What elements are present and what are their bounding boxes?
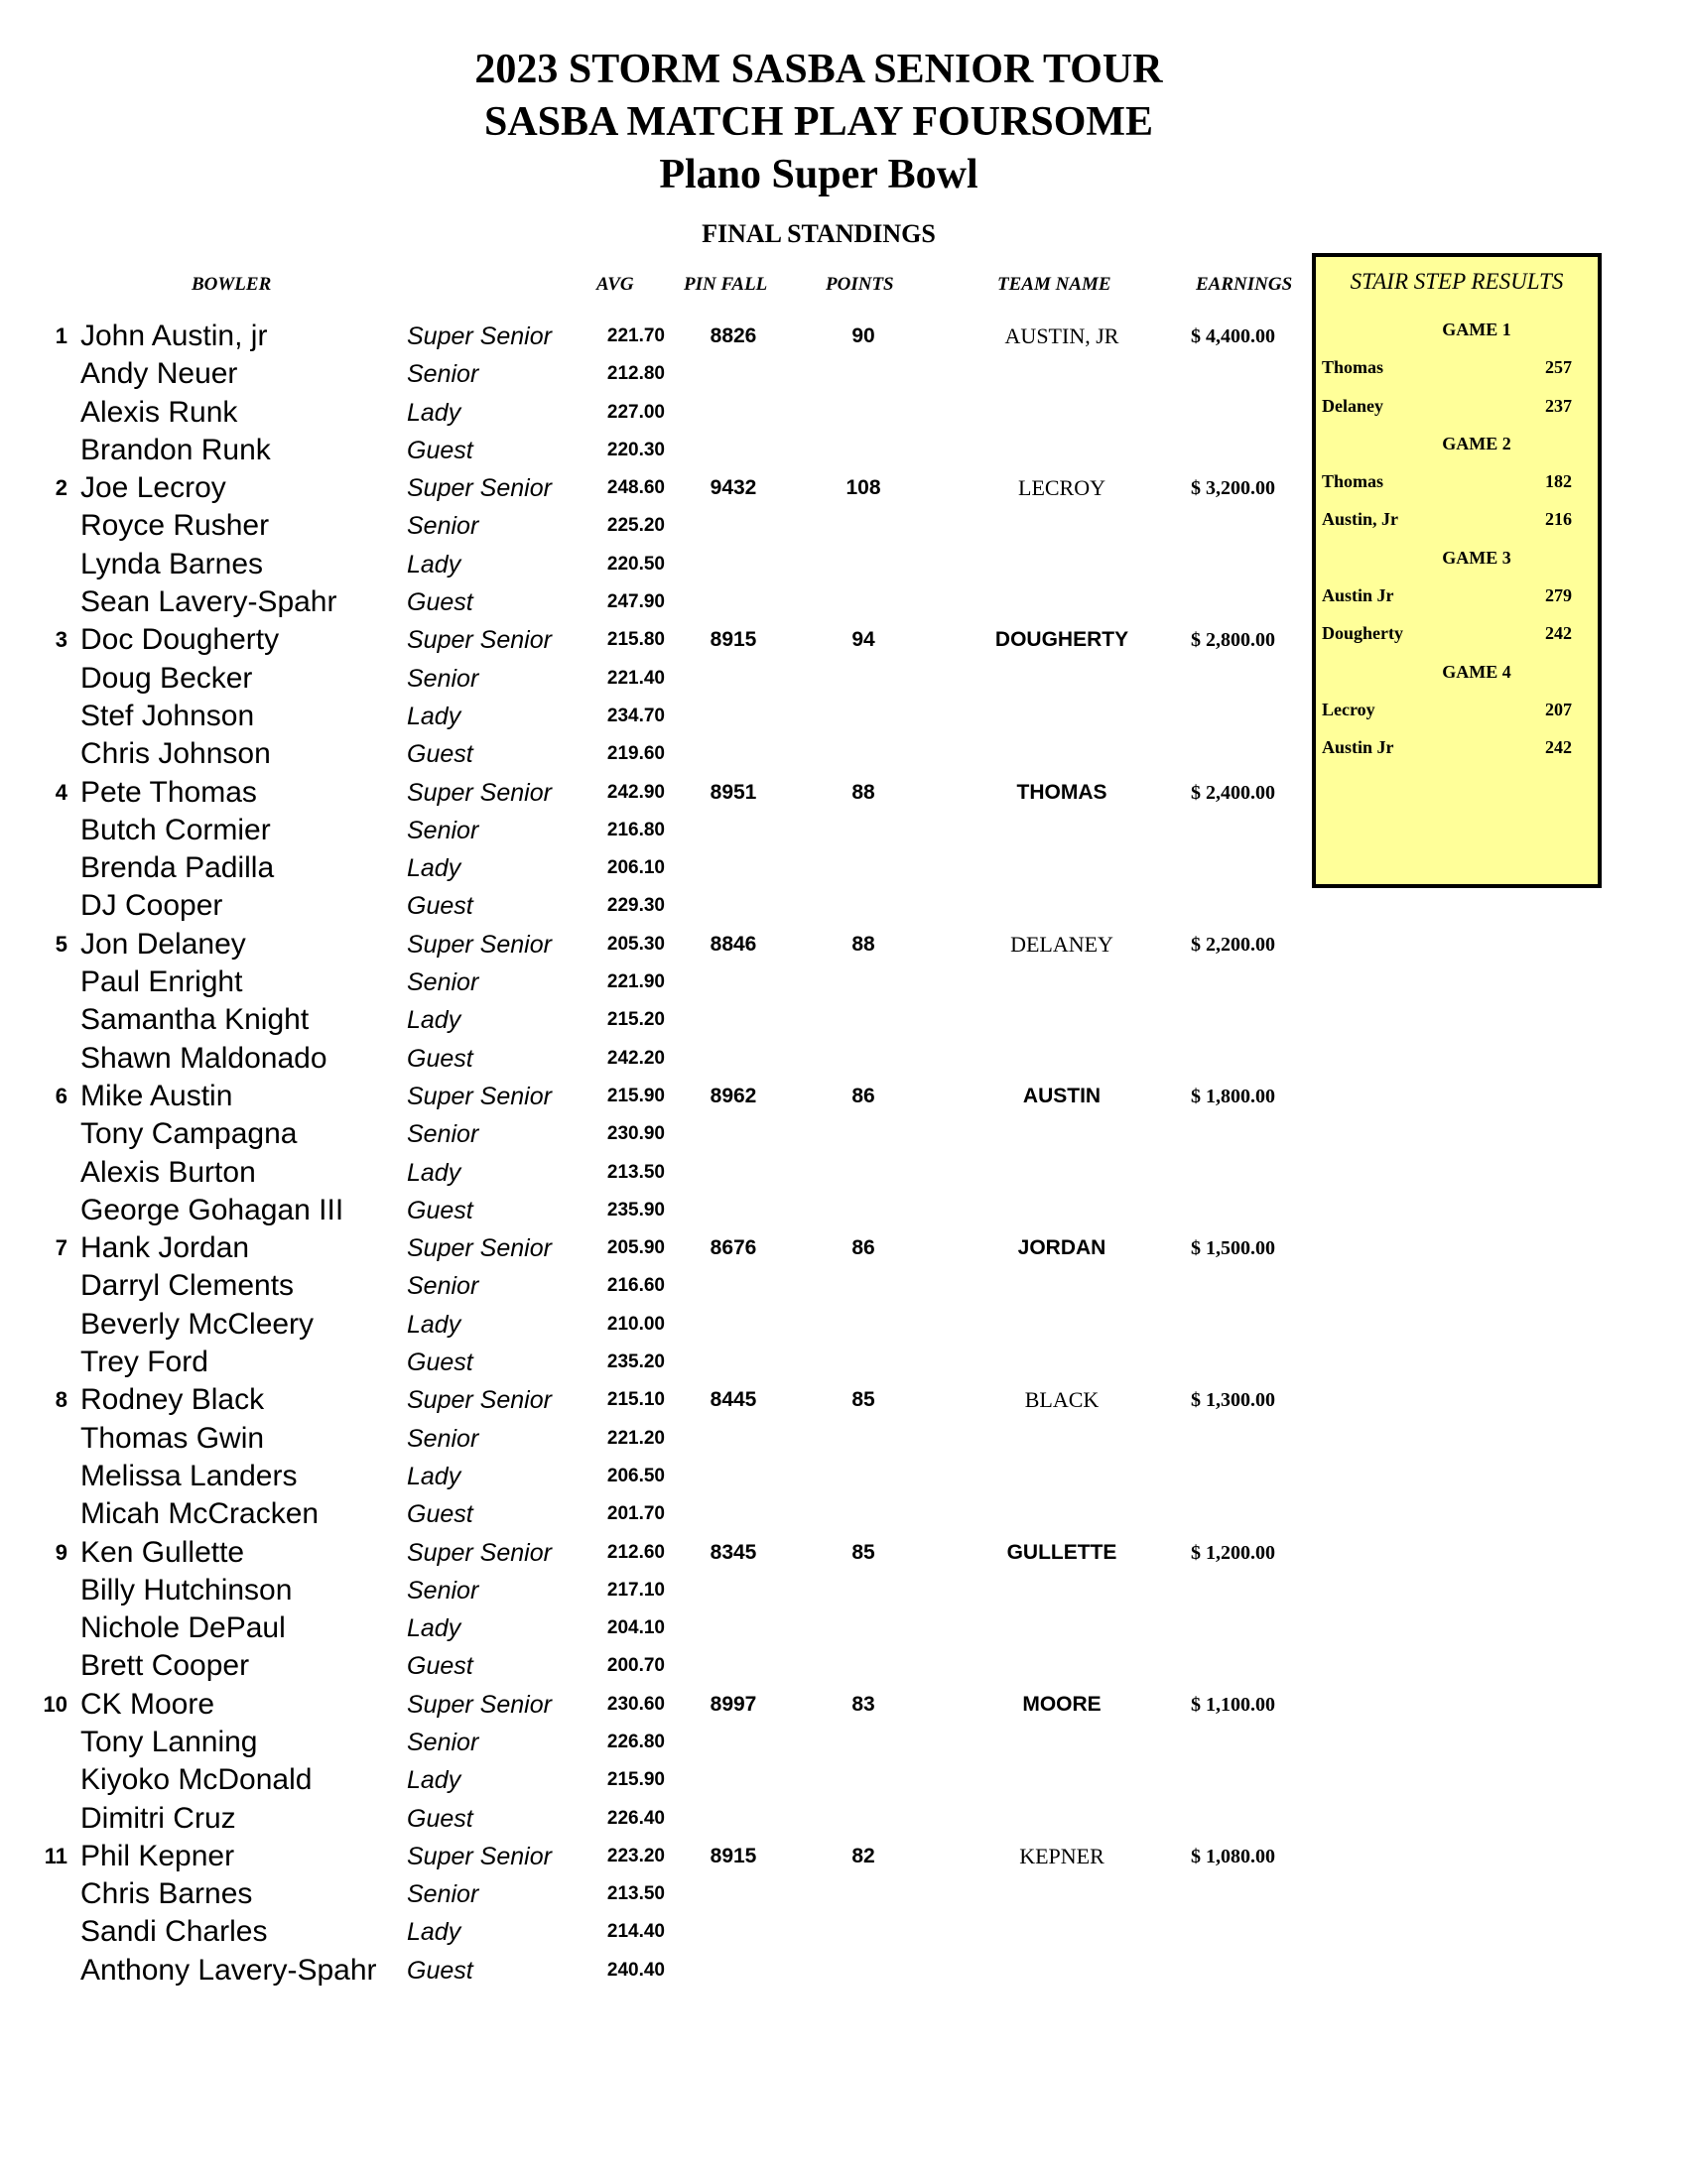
team-points: 90: [851, 324, 875, 347]
bowler-average: 212.80: [606, 363, 665, 385]
stair-score: 216: [1545, 509, 1572, 530]
bowler-name: Joe Lecroy: [80, 471, 226, 505]
table-row: [0, 887, 1687, 925]
bowler-division: Guest: [407, 1652, 473, 1681]
bowler-name: Thomas Gwin: [80, 1421, 265, 1455]
table-row: [0, 1154, 1687, 1192]
bowler-division: Lady: [407, 1006, 461, 1035]
bowler-name: Chris Barnes: [80, 1877, 253, 1911]
bowler-average: 220.30: [606, 439, 665, 460]
bowler-name: Darryl Clements: [80, 1269, 295, 1303]
stair-bowler-name: Austin Jr: [1322, 737, 1394, 758]
bowler-average: 227.00: [606, 401, 665, 423]
bowler-average: 216.80: [606, 819, 665, 840]
bowler-division: Guest: [407, 892, 473, 921]
bowler-division: Guest: [407, 1500, 473, 1529]
bowler-division: Super Senior: [407, 322, 552, 350]
bowler-name: Anthony Lavery-Spahr: [80, 1953, 377, 1987]
bowler-name: John Austin, jr: [80, 320, 268, 352]
bowler-division: Lady: [407, 398, 461, 427]
bowler-division: Lady: [407, 1310, 461, 1339]
bowler-division: Super Senior: [407, 1234, 552, 1263]
stair-step-list: [1316, 311, 1598, 767]
table-row: [0, 1192, 1687, 1229]
team-earnings: $ 1,200.00: [1191, 1541, 1275, 1564]
bowler-division: Guest: [407, 1349, 473, 1377]
bowler-average: 221.20: [606, 1427, 665, 1449]
team-points: 85: [851, 1388, 875, 1412]
team-rank: 9: [55, 1539, 67, 1565]
table-row: [0, 1724, 1687, 1761]
page-header: [0, 44, 1637, 259]
title-line-1: 2023 STORM SASBA SENIOR TOUR: [474, 47, 1163, 92]
bowler-division: Lady: [407, 550, 461, 578]
team-earnings: $ 1,800.00: [1191, 1085, 1275, 1107]
bowler-average: 213.50: [606, 1161, 665, 1183]
stair-bowler-name: Dougherty: [1322, 623, 1403, 644]
bowler-division: Super Senior: [407, 1842, 552, 1870]
bowler-average: 212.60: [606, 1541, 665, 1563]
bowler-division: Senior: [407, 1576, 479, 1605]
table-row: [0, 1800, 1687, 1838]
bowler-division: Super Senior: [407, 1386, 552, 1415]
bowler-average: 247.90: [606, 591, 665, 613]
bowler-average: 205.90: [606, 1237, 665, 1259]
team-pin-fall: 8951: [710, 780, 757, 804]
bowler-average: 206.10: [606, 857, 665, 879]
bowler-average: 204.10: [606, 1617, 665, 1639]
bowler-division: Guest: [407, 1044, 473, 1073]
team-points: 94: [851, 628, 875, 652]
team-pin-fall: 8445: [710, 1388, 757, 1412]
table-row: [0, 1267, 1687, 1305]
team-name: LECROY: [1018, 475, 1105, 501]
table-row: [0, 1344, 1687, 1381]
team-name: GULLETTE: [1006, 1540, 1117, 1564]
table-row: [0, 1306, 1687, 1344]
bowler-name: Mike Austin: [80, 1079, 233, 1112]
stair-game-label: GAME 4: [1442, 661, 1511, 682]
team-rank: 7: [55, 1235, 67, 1261]
bowler-division: Super Senior: [407, 778, 552, 807]
team-pin-fall: 8962: [710, 1084, 757, 1107]
team-rank: 4: [55, 779, 67, 805]
bowler-name: Alexis Burton: [80, 1155, 256, 1189]
bowler-average: 229.30: [606, 895, 665, 917]
table-row: [0, 1115, 1687, 1153]
bowler-name: Ken Gullette: [80, 1535, 245, 1569]
bowler-average: 219.60: [606, 743, 665, 765]
stair-result-line: [1316, 387, 1598, 425]
bowler-average: 213.50: [606, 1883, 665, 1905]
team-points: 88: [851, 932, 875, 956]
bowler-name: George Gohagan III: [80, 1193, 344, 1226]
table-row: [0, 1572, 1687, 1609]
stair-step-title: STAIR STEP RESULTS: [1350, 269, 1564, 294]
stair-score: 242: [1545, 623, 1572, 644]
bowler-name: Dimitri Cruz: [80, 1801, 236, 1835]
stair-bowler-name: Thomas: [1322, 357, 1384, 378]
bowler-division: Senior: [407, 1272, 479, 1301]
bowler-name: Chris Johnson: [80, 737, 271, 771]
bowler-name: Royce Rusher: [80, 509, 270, 543]
bowler-average: 225.20: [606, 515, 665, 537]
bowler-average: 242.20: [606, 1047, 665, 1069]
team-rank: 6: [55, 1083, 67, 1108]
team-earnings: $ 2,400.00: [1191, 781, 1275, 804]
bowler-name: Micah McCracken: [80, 1497, 320, 1531]
column-header-team-name: TEAM NAME: [997, 274, 1111, 295]
team-rank: 3: [55, 627, 67, 653]
table-row: [0, 1952, 1687, 1990]
bowler-division: Guest: [407, 436, 473, 464]
column-header-avg: AVG: [596, 274, 634, 295]
bowler-average: 206.50: [606, 1465, 665, 1486]
stair-result-line: [1316, 614, 1598, 652]
table-row: [0, 1001, 1687, 1039]
bowler-name: Sandi Charles: [80, 1915, 268, 1949]
team-points: 86: [851, 1084, 875, 1107]
bowler-division: Senior: [407, 1728, 479, 1756]
team-pin-fall: 8676: [710, 1236, 757, 1260]
bowler-division: Senior: [407, 1880, 479, 1909]
bowler-name: Brandon Runk: [80, 433, 271, 466]
bowler-name: Hank Jordan: [80, 1231, 250, 1265]
team-rank: 2: [55, 475, 67, 501]
bowler-division: Senior: [407, 816, 479, 844]
bowler-name: Doc Dougherty: [80, 623, 280, 657]
bowler-division: Lady: [407, 1918, 461, 1947]
stair-result-line: [1316, 577, 1598, 614]
bowler-average: 200.70: [606, 1655, 665, 1677]
table-row: [0, 1078, 1687, 1115]
table-row: [0, 1229, 1687, 1267]
table-row: [0, 1420, 1687, 1458]
team-earnings: $ 1,500.00: [1191, 1237, 1275, 1260]
bowler-name: Stef Johnson: [80, 699, 255, 732]
bowler-division: Lady: [407, 854, 461, 883]
bowler-division: Guest: [407, 588, 473, 617]
table-row: [0, 1838, 1687, 1875]
team-points: 86: [851, 1236, 875, 1260]
bowler-name: Alexis Runk: [80, 395, 238, 429]
table-row: [0, 1495, 1687, 1533]
bowler-division: Guest: [407, 1804, 473, 1833]
column-header-earnings: EARNINGS: [1196, 274, 1293, 295]
title-line-3: Plano Super Bowl: [659, 152, 978, 197]
bowler-name: Brett Cooper: [80, 1649, 250, 1683]
team-name: DELANEY: [1010, 931, 1113, 957]
team-name: AUSTIN: [1022, 1084, 1102, 1107]
bowler-name: Billy Hutchinson: [80, 1573, 293, 1606]
bowler-division: Senior: [407, 1120, 479, 1149]
bowler-average: 226.80: [606, 1731, 665, 1752]
stair-bowler-name: Thomas: [1322, 471, 1384, 492]
bowler-average: 221.70: [606, 325, 665, 346]
column-header-points: POINTS: [826, 274, 894, 295]
team-pin-fall: 8826: [710, 324, 757, 347]
bowler-division: Guest: [407, 740, 473, 769]
team-name: JORDAN: [1017, 1236, 1106, 1260]
team-rank: 10: [43, 1691, 67, 1717]
table-row: [0, 1609, 1687, 1647]
bowler-average: 230.60: [606, 1693, 665, 1715]
bowler-division: Super Senior: [407, 1082, 552, 1110]
bowler-name: Trey Ford: [80, 1346, 208, 1379]
table-row: [0, 1913, 1687, 1951]
bowler-name: Jon Delaney: [80, 927, 246, 961]
bowler-division: Senior: [407, 512, 479, 541]
bowler-division: Lady: [407, 702, 461, 730]
team-points: 108: [845, 476, 881, 500]
bowler-division: Super Senior: [407, 1538, 552, 1567]
bowler-division: Lady: [407, 1158, 461, 1187]
team-points: 88: [851, 780, 875, 804]
bowler-average: 217.10: [606, 1579, 665, 1601]
team-rank: 8: [55, 1387, 67, 1413]
table-row: [0, 926, 1687, 964]
team-earnings: $ 1,100.00: [1191, 1693, 1275, 1716]
stair-result-line: [1316, 691, 1598, 728]
bowler-average: 215.10: [606, 1389, 665, 1411]
bowler-average: 215.80: [606, 629, 665, 651]
stair-bowler-name: Delaney: [1322, 395, 1383, 416]
bowler-division: Super Senior: [407, 626, 552, 655]
table-row: [0, 1534, 1687, 1572]
team-points: 83: [851, 1692, 875, 1716]
bowler-division: Lady: [407, 1766, 461, 1795]
bowler-division: Senior: [407, 360, 479, 389]
team-pin-fall: 8345: [710, 1540, 757, 1564]
bowler-average: 226.40: [606, 1807, 665, 1829]
bowler-division: Super Senior: [407, 474, 552, 503]
stair-score: 279: [1545, 585, 1572, 606]
bowler-name: Pete Thomas: [80, 775, 257, 809]
stair-score: 182: [1545, 471, 1572, 492]
team-pin-fall: 9432: [710, 476, 757, 500]
bowler-division: Senior: [407, 1424, 479, 1453]
bowler-average: 230.90: [606, 1123, 665, 1145]
bowler-division: Lady: [407, 1614, 461, 1643]
bowler-average: 214.40: [606, 1921, 665, 1943]
stair-result-line: [1316, 500, 1598, 538]
bowler-average: 235.20: [606, 1351, 665, 1373]
team-earnings: $ 2,800.00: [1191, 629, 1275, 652]
team-name: BLACK: [1024, 1387, 1100, 1413]
page-subtitle: FINAL STANDINGS: [702, 219, 936, 248]
team-rank: 5: [55, 931, 67, 957]
bowler-division: Guest: [407, 1196, 473, 1224]
bowler-average: 221.90: [606, 971, 665, 993]
bowler-average: 221.40: [606, 667, 665, 689]
stair-score: 237: [1545, 395, 1572, 416]
bowler-name: Rodney Black: [80, 1383, 265, 1417]
team-rank: 1: [55, 323, 67, 348]
stair-bowler-name: Lecroy: [1322, 699, 1375, 719]
title-line-2: SASBA MATCH PLAY FOURSOME: [483, 99, 1154, 145]
stair-result-line: [1316, 728, 1598, 766]
team-pin-fall: 8915: [710, 628, 757, 652]
bowler-name: Nichole DePaul: [80, 1611, 286, 1645]
bowler-name: Samantha Knight: [80, 1003, 310, 1037]
bowler-division: Lady: [407, 1462, 461, 1490]
stair-game-heading: [1316, 539, 1598, 577]
table-row: [0, 1686, 1687, 1724]
bowler-name: Butch Cormier: [80, 813, 271, 846]
team-points: 82: [851, 1844, 875, 1867]
stair-step-results-box: [1312, 253, 1602, 888]
bowler-average: 223.20: [606, 1845, 665, 1866]
bowler-division: Super Senior: [407, 930, 552, 959]
stair-score: 257: [1545, 357, 1572, 378]
team-name: KEPNER: [1019, 1843, 1104, 1868]
table-row: [0, 1647, 1687, 1685]
stair-bowler-name: Austin, Jr: [1322, 509, 1399, 530]
bowler-name: Doug Becker: [80, 661, 253, 695]
team-earnings: $ 3,200.00: [1191, 477, 1275, 500]
bowler-average: 215.90: [606, 1085, 665, 1106]
stair-game-label: GAME 3: [1442, 547, 1511, 568]
bowler-name: DJ Cooper: [80, 889, 223, 923]
bowler-average: 215.90: [606, 1769, 665, 1791]
bowler-name: Shawn Maldonado: [80, 1041, 327, 1075]
bowler-average: 240.40: [606, 1959, 665, 1981]
team-name: MOORE: [1022, 1692, 1102, 1716]
bowler-average: 235.90: [606, 1199, 665, 1220]
stair-bowler-name: Austin Jr: [1322, 585, 1394, 606]
team-earnings: $ 1,080.00: [1191, 1845, 1275, 1867]
stair-game-heading: [1316, 425, 1598, 462]
stair-score: 207: [1545, 699, 1572, 719]
stair-game-heading: [1316, 653, 1598, 691]
team-points: 85: [851, 1540, 875, 1564]
stair-game-label: GAME 1: [1442, 320, 1511, 339]
bowler-average: 216.60: [606, 1275, 665, 1297]
stair-result-line: [1316, 348, 1598, 386]
team-name: THOMAS: [1016, 780, 1107, 804]
table-row: [0, 1040, 1687, 1078]
bowler-name: Lynda Barnes: [80, 547, 264, 580]
bowler-name: Melissa Landers: [80, 1459, 298, 1492]
bowler-name: Sean Lavery-Spahr: [80, 585, 337, 619]
team-pin-fall: 8846: [710, 932, 757, 956]
stair-result-line: [1316, 462, 1598, 500]
bowler-name: Andy Neuer: [80, 357, 238, 391]
bowler-average: 234.70: [606, 705, 665, 726]
bowler-name: Tony Lanning: [80, 1725, 258, 1758]
team-pin-fall: 8915: [710, 1844, 757, 1867]
team-earnings: $ 4,400.00: [1191, 325, 1275, 347]
bowler-average: 248.60: [606, 477, 665, 499]
bowler-average: 220.50: [606, 553, 665, 575]
table-row: [0, 1458, 1687, 1495]
bowler-division: Senior: [407, 968, 479, 997]
team-name: DOUGHERTY: [994, 628, 1129, 652]
table-row: [0, 1761, 1687, 1799]
column-header-bowler: BOWLER: [192, 274, 272, 295]
table-row: [0, 964, 1687, 1001]
stair-score: 242: [1545, 737, 1572, 758]
team-pin-fall: 8997: [710, 1692, 757, 1716]
bowler-name: Beverly McCleery: [80, 1307, 315, 1341]
bowler-division: Senior: [407, 664, 479, 693]
team-earnings: $ 1,300.00: [1191, 1389, 1275, 1412]
bowler-name: Kiyoko McDonald: [80, 1763, 313, 1797]
team-name: AUSTIN, JR: [1004, 323, 1119, 348]
bowler-name: Phil Kepner: [80, 1839, 235, 1872]
bowler-average: 210.00: [606, 1313, 665, 1335]
bowler-division: Guest: [407, 1956, 473, 1985]
bowler-average: 215.20: [606, 1009, 665, 1031]
stair-game-heading: [1316, 311, 1598, 348]
stair-game-label: GAME 2: [1442, 433, 1511, 453]
bowler-average: 205.30: [606, 933, 665, 955]
bowler-average: 201.70: [606, 1503, 665, 1525]
column-header-pin-fall: PIN FALL: [684, 274, 768, 295]
bowler-name: CK Moore: [80, 1687, 215, 1721]
bowler-name: Tony Campagna: [80, 1117, 298, 1151]
bowler-division: Super Senior: [407, 1690, 552, 1719]
bowler-name: Brenda Padilla: [80, 851, 275, 885]
bowler-average: 242.90: [606, 781, 665, 803]
table-row: [0, 1875, 1687, 1913]
table-row: [0, 1381, 1687, 1419]
bowler-name: Paul Enright: [80, 965, 243, 999]
team-earnings: $ 2,200.00: [1191, 933, 1275, 956]
team-rank: 11: [44, 1843, 67, 1868]
